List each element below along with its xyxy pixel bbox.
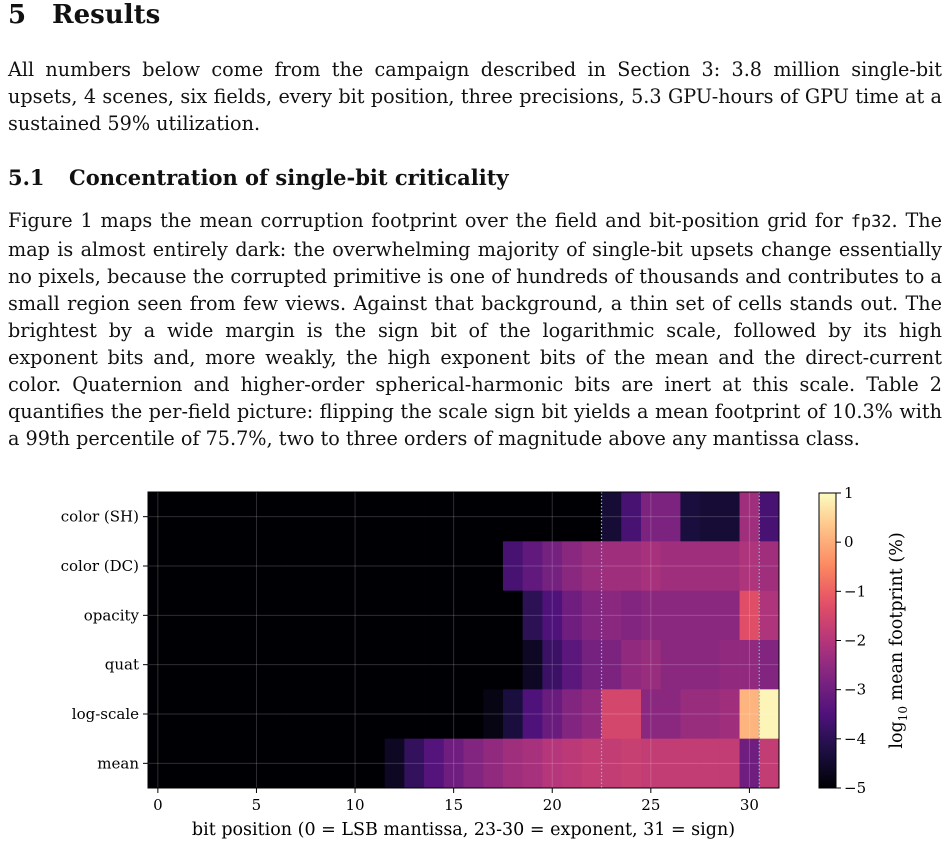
y-tick-label: color (SH) [60,507,139,526]
colorbar-label-log: log [887,721,907,749]
colorbar-label-subscript: 10 [896,706,910,722]
y-tick-label: color (DC) [60,557,139,575]
colorbar-tick-label: −4 [844,729,867,748]
colorbar-ticks [836,484,866,797]
colorbar-label [887,532,910,748]
heatmap-figure [0,478,950,846]
heatmap-cells [148,492,779,788]
x-axis-label: bit position (0 = LSB mantissa, 23-30 = exponent, 31 = sign) [191,820,736,840]
colorbar-tick-label: −2 [844,631,867,650]
x-tick-label: 30 [739,796,759,814]
body-paragraph [8,207,942,452]
subsection-title: Concentration of single-bit criticality [69,165,509,190]
y-tick-label: mean [97,754,139,773]
y-axis-ticks [61,508,148,773]
section-heading [8,0,160,30]
x-tick-label: 15 [444,796,464,814]
body-text-part2: . The map is almost entirely dark: the overwhelming majority of single-bit upsets change essentially no pixels, because the corrupted primitive is one of hundreds of thousands and contributes to a small region seen from few views. Against that background, a thin set of cells stands out. The brightest by a wide margin is the sign bit of the logarithmic scale, followed by its high exponent bits and, more weakly, the high exponent bits of the mean and the direct-current color. Quaternion and higher-order spherical-harmonic bits are inert at this scale. Table 2 quantifies the per-field picture: flipping the scale sign bit yields a mean footprint of 10.3% with a 99th percentile of 75.7%, two to three orders of magnitude above any mantissa class. [8,209,942,450]
colorbar-label-rest: mean footprint (%) [887,532,907,707]
colorbar-tick-label: −1 [844,582,867,601]
section-title: Results [52,0,161,30]
inline-code: fp32 [850,212,892,232]
x-tick-label: 5 [251,796,262,814]
colorbar-tick-label: 0 [844,533,854,552]
intro-paragraph: All numbers below come from the campaign described in Section 3: 3.8 million single-bit upsets, 4 scenes, six fields, every bit position, three precisions, 5.3 GPU-hours of GPU time at a sustained 59% utilization. [8,58,942,135]
y-tick-label: quat [104,655,139,674]
x-tick-label: 20 [542,796,562,814]
body-text-part1: Figure 1 maps the mean corruption footprint over the field and bit-position grid for [8,209,851,232]
y-tick-label: opacity [83,606,139,625]
section-number: 5 [8,0,27,30]
y-tick-label: log-scale [71,705,139,723]
colorbar-tick-label: −5 [844,779,867,797]
colorbar [819,493,836,788]
x-tick-label: 10 [345,796,365,814]
x-tick-label: 0 [153,796,163,814]
colorbar-tick-label: 1 [844,484,854,502]
subsection-heading [8,165,509,190]
x-axis-ticks [153,788,759,814]
x-tick-label: 25 [641,796,661,814]
subsection-number: 5.1 [8,165,45,190]
colorbar-tick-label: −3 [844,680,867,699]
